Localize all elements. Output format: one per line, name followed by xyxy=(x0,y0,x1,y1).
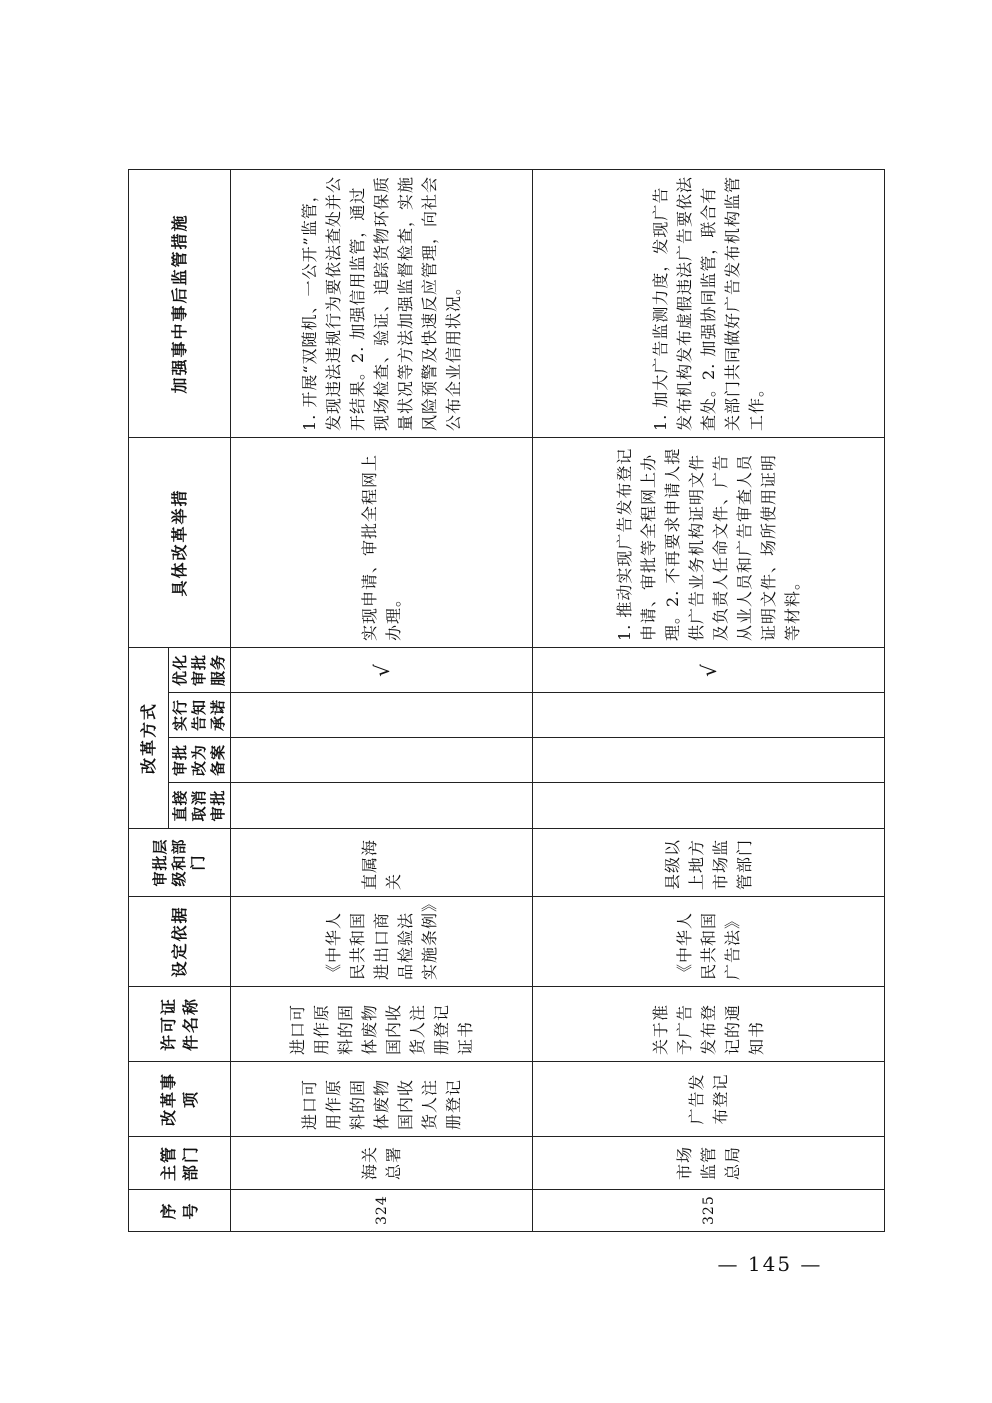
row-mode-optimize: √ xyxy=(231,647,533,692)
row-mode-notice xyxy=(231,693,533,738)
header-basis: 设定依据 xyxy=(129,897,231,987)
row-item: 广告发布登记 xyxy=(533,1062,885,1137)
row-measures: 1. 推动实现广告发布登记申请、审批等全程网上办理。2. 不再要求申请人提供广告业务机构证明文件及负责人任命文件、广告从业人员和广告审查人员证明文件、场所使用证明等材料。 xyxy=(533,437,885,647)
row-level: 县级以上地方市场监管部门 xyxy=(533,829,885,897)
header-item: 改革事项 xyxy=(129,1062,231,1137)
rotated-table-wrapper xyxy=(128,170,864,1232)
row-measures: 实现申请、审批全程网上办理。 xyxy=(231,437,533,647)
reform-table xyxy=(128,169,885,1232)
row-dept: 海关总署 xyxy=(231,1137,533,1190)
row-basis: 《中华人民共和国广告法》 xyxy=(533,897,885,987)
row-mode-notice xyxy=(533,693,885,738)
rotated-table-area xyxy=(128,170,864,1232)
row-license: 进口可用作原料的固体废物国内收货人注册登记证书 xyxy=(231,987,533,1062)
row-mode-record xyxy=(533,738,885,783)
header-row-top xyxy=(129,169,169,1231)
row-seq: 325 xyxy=(533,1190,885,1232)
row-license: 关于准予广告发布登记的通知书 xyxy=(533,987,885,1062)
row-basis: 《中华人民共和国进出口商品检验法实施条例》 xyxy=(231,897,533,987)
header-dept: 主管部门 xyxy=(129,1137,231,1190)
row-mode-cancel xyxy=(231,783,533,829)
header-reform-mode: 改革方式 xyxy=(129,647,169,828)
table-row xyxy=(231,169,533,1231)
header-measures: 具体改革举措 xyxy=(129,437,231,647)
header-seq: 序号 xyxy=(129,1190,231,1232)
header-mode-optimize: 优化审批服务 xyxy=(169,647,231,692)
row-mode-cancel xyxy=(533,783,885,829)
row-mode-record xyxy=(231,738,533,783)
row-item: 进口可用作原料的固体废物国内收货人注册登记 xyxy=(231,1062,533,1137)
header-mode-record: 审批改为备案 xyxy=(169,738,231,783)
row-supervision: 1. 加大广告监测力度，发现广告发布机构发布虚假违法广告要依法查处。2. 加强协同监管，联合有关部门共同做好广告发布机构监管工作。 xyxy=(533,169,885,437)
table-row xyxy=(533,169,885,1231)
header-supervision: 加强事中事后监管措施 xyxy=(129,169,231,437)
page-number: — 145 — xyxy=(717,1252,823,1276)
header-level: 审批层级和部门 xyxy=(129,829,231,897)
header-license: 许可证件名称 xyxy=(129,987,231,1062)
header-mode-cancel: 直接取消审批 xyxy=(169,783,231,829)
row-seq: 324 xyxy=(231,1190,533,1232)
row-level: 直属海关 xyxy=(231,829,533,897)
header-mode-notice: 实行告知承诺 xyxy=(169,693,231,738)
row-supervision: 1. 开展“双随机、一公开”监管，发现违法违规行为要依法查处并公开结果。2. 加强信用监管，通过现场检查、验证、追踪货物环保质量状况等方法加强监督检查，实施风险预警及快速反应管理，向社会公布企业信用状况。 xyxy=(231,169,533,437)
row-dept: 市场监管总局 xyxy=(533,1137,885,1190)
row-mode-optimize: √ xyxy=(533,647,885,692)
